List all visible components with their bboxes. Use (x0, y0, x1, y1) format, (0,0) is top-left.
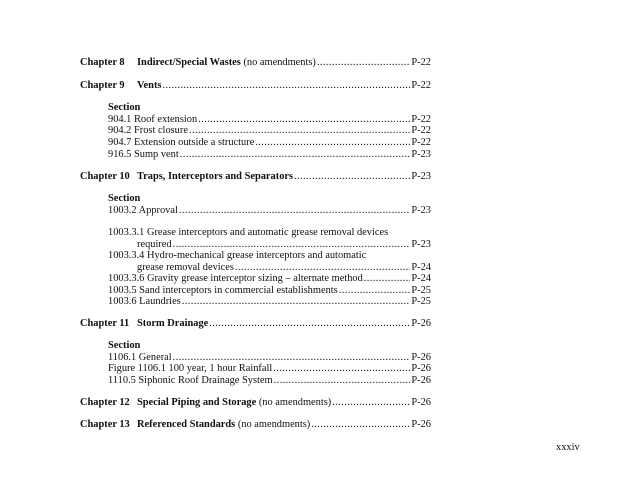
page-ref: P-23 (411, 171, 431, 182)
section-title: 1106.1 General (108, 352, 172, 363)
dot-leader (180, 148, 411, 161)
chapter-title: Indirect/Special Wastes (137, 57, 241, 68)
chapter-entry (137, 170, 431, 183)
page-ref: P-25 (411, 285, 431, 296)
dot-leader (294, 170, 410, 183)
dot-leader (179, 204, 411, 217)
page-ref: P-22 (411, 114, 431, 125)
dot-leader (274, 374, 411, 387)
chapter-title: Storm Drainage (137, 318, 209, 329)
chapter-number: Chapter 8 (80, 57, 125, 68)
page-ref: P-23 (411, 149, 431, 160)
page-ref: P-22 (411, 80, 431, 91)
page-ref: P-22 (411, 125, 431, 136)
chapter-entry (137, 56, 431, 69)
section-title: 1003.2 Approval (108, 205, 178, 216)
chapter-entry (137, 317, 431, 330)
chapter-entry (137, 396, 431, 409)
section-title: 1003.5 Sand interceptors in commercial establishments (108, 285, 338, 296)
section-title: 1110.5 Siphonic Roof Drainage System (108, 375, 273, 386)
section-title: 904.7 Extension outside a structure (108, 137, 255, 148)
dot-leader (182, 295, 411, 308)
page-ref: P-26 (411, 363, 431, 374)
section-title: Figure 1106.1 100 year, 1 hour Rainfall (108, 363, 273, 374)
section-title: 1003.3.6 Gravity grease interceptor sizing – alternate method (108, 273, 363, 284)
page-ref: P-24 (411, 262, 431, 273)
page-ref: P-26 (411, 419, 431, 430)
dot-leader (209, 317, 410, 330)
dot-leader (311, 418, 410, 431)
page-ref: P-26 (411, 352, 431, 363)
section-title: 904.2 Frost closure (108, 125, 188, 136)
section-title-line-2: required (137, 239, 172, 250)
page-ref: P-26 (411, 375, 431, 386)
chapter-title: Special Piping and Storage (137, 397, 257, 408)
page-ref: P-25 (411, 296, 431, 307)
page-ref: P-22 (411, 137, 431, 148)
page-ref: P-22 (411, 57, 431, 68)
chapter-title: Vents (137, 80, 162, 91)
chapter-title: Referenced Standards (137, 419, 236, 430)
chapter-number: Chapter 9 (80, 80, 125, 91)
dot-leader (162, 79, 410, 92)
dot-leader (317, 56, 410, 69)
section-title: 916.5 Sump vent (108, 149, 179, 160)
section-title-line-2: grease removal devices (137, 262, 234, 273)
chapter-number: Chapter 13 (80, 419, 130, 430)
page-ref: P-23 (411, 239, 431, 250)
chapter-note: (no amendments) (243, 57, 316, 68)
chapter-number: Chapter 11 (80, 318, 130, 329)
chapter-entry (137, 418, 431, 431)
section-title: 904.1 Roof extension (108, 114, 198, 125)
chapter-note: (no amendments) (237, 419, 311, 430)
chapter-note: (no amendments) (258, 397, 332, 408)
section-title-line-1: 1003.3.1 Grease interceptors and automatic grease removal devices (108, 227, 389, 238)
chapter-number: Chapter 12 (80, 397, 130, 408)
page-ref: P-26 (411, 318, 431, 329)
chapter-title: Traps, Interceptors and Separators (137, 171, 294, 182)
section-title: 1003.6 Laundries (108, 296, 181, 307)
dot-leader (332, 396, 410, 409)
chapter-entry (137, 79, 431, 92)
table-of-contents: Chapter 8 Indirect/Special Wastes (no amendments) ..... P-22 Chapter 9 Vents ..... P-22 Section 904.1 Roof extension ..... P-22 904.2 Frost closure ..... P-22 904.7 Extension outside a structure ..... P-22 916.5 Sump vent ..... P-23 Chapter 10 Traps, Interceptors and Separators ..... P-23 Section 1003.2 Approval ..... P-23 1003.3.1 Grease interceptors and automatic grease removal devices required ..... P-23 1003.3.4 Hydro-mechanical grease interceptors and automatic grease removal devices ..... P-24 1003.3.6 Gravity grease interceptor sizing – alternate method ..... P-24 1003.5 Sand interceptors in commercial establishments ..... P-25 1003.6 Laundries ..... P-25 Chapter 11 Storm Drainage ..... P-26 Section 1106.1 General ..... P-26 Figure 1106.1 100 year, 1 hour Rainfall ..... P-26 1110.5 Siphonic Roof Drainage System ..... P-26 Chapter 12 Special Piping and Storage (no amendments) ..... P-26 Chapter 13 Referenced Standards (no amendments) ..... P-26 xxxiv (0, 0, 638, 493)
chapter-number: Chapter 10 (80, 171, 130, 182)
page-number: xxxiv (556, 442, 580, 453)
page-ref: P-23 (411, 205, 431, 216)
page-ref: P-26 (411, 397, 431, 408)
section-title-line-1: 1003.3.4 Hydro-mechanical grease interceptors and automatic (108, 250, 367, 261)
page-ref: P-24 (411, 273, 431, 284)
